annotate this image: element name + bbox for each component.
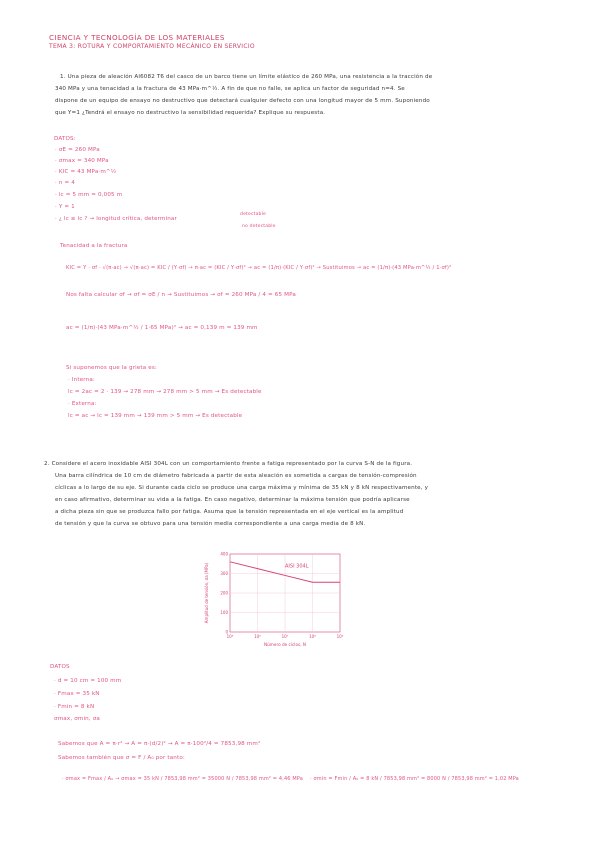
chart-annotation: AISI 304L bbox=[285, 563, 309, 570]
p1-datos-item: · ¿ lc ≤ lc ? → longitud crítica, determinar bbox=[55, 216, 177, 222]
p1-equation-3: ac = (1/π)·(43 MPa·m^½ / 1·65 MPa)² → ac = 0,139 m = 139 mm bbox=[66, 325, 258, 331]
p1-datos-item: · KIC = 43 MPa·m^½ bbox=[55, 169, 117, 175]
p2-statement-line-4: en caso afirmativo, determinar su vida a la fatiga. En caso negativo, determinar la máxima tensión que podría aplicarse bbox=[55, 497, 410, 503]
p1-interna-label: · Interna: bbox=[68, 377, 95, 383]
p1-datos-item: · σE = 260 MPa bbox=[55, 147, 100, 153]
p2-equation-2: Sabemos también que σ = F / A₀ por tanto: bbox=[58, 755, 185, 761]
p2-datos-title: DATOS bbox=[50, 664, 70, 670]
chart-y-tick-label: 300 bbox=[220, 571, 228, 576]
p1-externa-eq: lc = ac → lc = 139 mm → 139 mm > 5 mm → Es detectable bbox=[68, 413, 243, 419]
p1-datos-item: · lc = 5 mm = 0,005 m bbox=[55, 192, 123, 198]
p1-datos-item: · n = 4 bbox=[55, 180, 75, 186]
p2-datos-item: · d = 10 cm = 100 mm bbox=[54, 678, 122, 684]
p2-statement-line-5: a dicha pieza sin que se produzca fallo por fatiga. Asuma que la tensión representada en el eje vertical es la amplitud bbox=[55, 509, 404, 515]
chart-y-tick-label: 100 bbox=[220, 610, 228, 615]
sn-curve-chart bbox=[200, 548, 360, 648]
chart-x-tick-label: 10⁶ bbox=[254, 634, 261, 639]
p1-statement-line-1: 1. Una pieza de aleación Al6082 T6 del casco de un barco tiene un límite elástico de 260 MPa, una resistencia a la tracción de bbox=[60, 74, 433, 80]
p1-statement-line-4: que Y=1 ¿Tendrá el ensayo no destructivo la sensibilidad requerida? Explique su respuesta. bbox=[55, 110, 326, 116]
p1-datos-item: · Y = 1 bbox=[55, 204, 75, 210]
brace-no-detectable: no detectable bbox=[242, 224, 276, 229]
chart-y-tick-label: 200 bbox=[220, 590, 228, 596]
p1-datos-title: DATOS: bbox=[54, 136, 76, 142]
p2-datos-item: · Fmin = 8 kN bbox=[54, 704, 95, 710]
p2-statement-line-3: cíclicas a lo largo de su eje. Si durante cada ciclo se produce una carga máxima y mínima de 35 kN y 8 kN respectivamente, y bbox=[55, 485, 429, 491]
chart-x-tick-label: 10⁹ bbox=[336, 634, 344, 639]
fracture-title: Tenacidad a la fractura bbox=[60, 243, 128, 249]
p2-equation-1: Sabemos que A = π·r² → A = π·(d/2)² → A = π·100²/4 = 7853,98 mm² bbox=[58, 741, 261, 747]
p2-datos-item: · Fmax = 35 kN bbox=[54, 691, 100, 697]
p2-statement-line-6: de tensión y que la curva se obtuvo para una tensión media correspondiente a una carga media de 8 kN. bbox=[55, 521, 366, 527]
p1-conclusion-intro: Si suponemos que la grieta es: bbox=[66, 365, 157, 371]
p1-interna-eq: lc = 2ac = 2 · 139 → 278 mm → 278 mm > 5 mm → Es detectable bbox=[68, 389, 262, 395]
chart-ticks bbox=[220, 552, 343, 640]
p1-equation-2: Nos falta calcular σf → σf = σE / n → Sustituimos → σf = 260 MPa / 4 = 65 MPa bbox=[66, 292, 296, 298]
chart-x-tick-label: 10⁷ bbox=[281, 634, 289, 639]
p2-statement-line-1: 2. Considere el acero inoxidable AISI 304L con un comportamiento frente a fatiga representado por la curva S-N de la figura. bbox=[44, 461, 413, 467]
chart-y-tick-label: 0 bbox=[225, 629, 228, 635]
chart-x-tick-label: 10⁵ bbox=[226, 634, 234, 639]
p2-datos-item: σmax, σmin, σa bbox=[54, 716, 101, 722]
page-title: CIENCIA Y TECNOLOGÍA DE LOS MATERIALES bbox=[49, 33, 225, 42]
brace-detectable: detectable bbox=[240, 212, 267, 217]
page-subtitle: TEMA 3: ROTURA Y COMPORTAMIENTO MECÁNICO EN SERVICIO bbox=[49, 43, 255, 50]
p2-statement-line-2: Una barra cilíndrica de 10 cm de diámetro fabricada a partir de esta aleación es sometida a cargas de tensión-compresión bbox=[55, 473, 417, 479]
p1-externa-label: · Externa: bbox=[68, 401, 97, 407]
chart-x-tick-label: 10⁸ bbox=[309, 634, 316, 639]
chart-y-label: Amplitud de tensión, σa (MPa) bbox=[204, 562, 209, 624]
p1-statement-line-2: 340 MPa y una tenacidad a la fractura de 43 MPa·m^½. A fin de que no falle, se aplica un factor de seguridad n=4. Se bbox=[55, 86, 405, 92]
p2-equation-3a: · σmax = Fmax / A₀ → σmax = 35 kN / 7853,98 mm² = 35000 N / 7853,98 mm² = 4,46 MPa bbox=[62, 776, 303, 782]
p1-equation-1: KIC = Y · σf · √(π·ac) → √(π·ac) = KIC / (Y·σf) → π·ac = (KIC / Y·σf)² → ac = (1/π)·(KIC / Y·σf)² → Sustituimos → ac = (1/π)·(43 MPa·m^½ / 1·σf)² bbox=[66, 265, 452, 271]
p1-statement-line-3: dispone de un equipo de ensayo no destructivo que detectará cualquier defecto con una longitud mayor de 5 mm. Suponiendo bbox=[55, 98, 430, 104]
p1-datos-item: · σmax = 340 MPa bbox=[55, 158, 109, 164]
p2-equation-3b: · σmin = Fmin / A₀ = 8 kN / 7853,98 mm² = 8000 N / 7853,98 mm² = 1,02 MPa bbox=[310, 776, 519, 782]
chart-y-tick-label: 400 bbox=[220, 551, 228, 557]
chart-x-label: Número de ciclos, N bbox=[264, 642, 306, 647]
